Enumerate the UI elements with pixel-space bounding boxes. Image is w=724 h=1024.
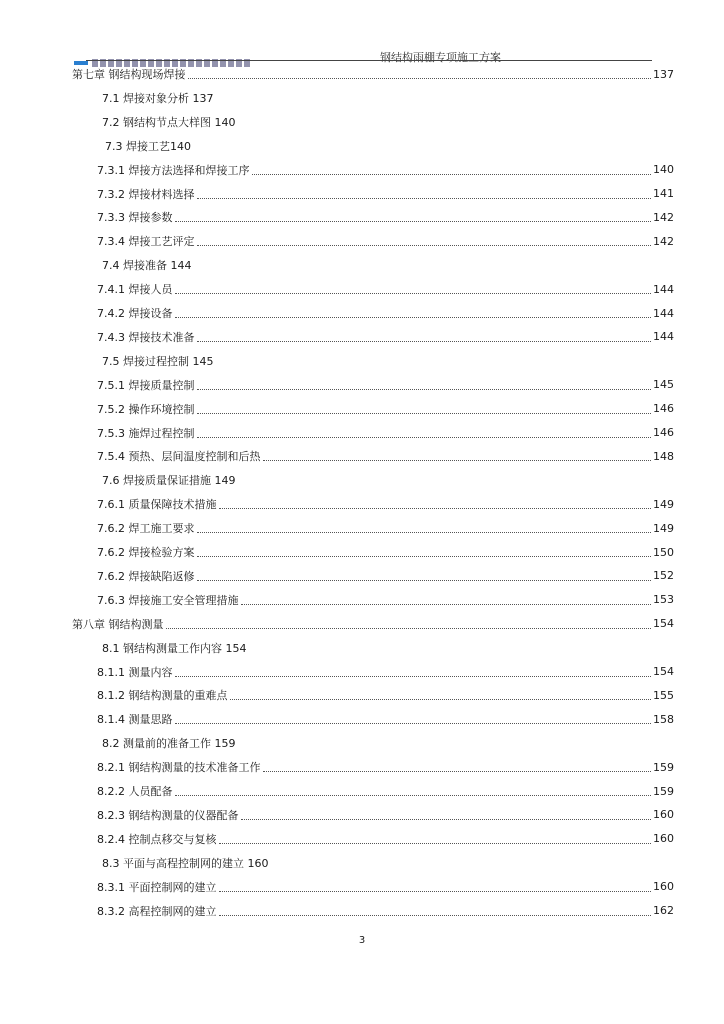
toc-entry-label: 7.3.2 焊接材料选择 <box>97 187 195 201</box>
toc-leader-dots <box>175 675 652 677</box>
toc-leader-dots <box>219 890 652 892</box>
page-number: 3 <box>358 935 366 946</box>
toc-entry[interactable] <box>102 640 246 656</box>
toc-entry-page: 154 <box>653 665 674 678</box>
toc-entry-page: 137 <box>653 67 674 81</box>
toc-entry[interactable] <box>72 616 674 632</box>
toc-entry[interactable] <box>102 114 235 130</box>
toc-entry-page: 145 <box>653 378 674 392</box>
toc-leader-dots <box>175 220 652 222</box>
toc-entry[interactable] <box>102 257 191 273</box>
toc-entry[interactable] <box>102 90 213 106</box>
toc-entry-page: 144 <box>653 330 674 344</box>
toc-leader-dots <box>175 316 652 318</box>
toc-entry-label: 7.3.4 焊接工艺评定 <box>97 235 195 249</box>
toc-entry[interactable] <box>97 807 674 823</box>
toc-entry[interactable] <box>97 377 674 393</box>
toc-entry-page: 162 <box>653 904 674 917</box>
toc-leader-dots <box>175 292 652 294</box>
toc-entry-label: 7.5.4 预热、层间温度控制和后热 <box>97 450 261 464</box>
toc-entry-label: 7.1 焊接对象分析 137 <box>102 91 214 105</box>
toc-entry-page: 149 <box>653 497 674 511</box>
logo-mark <box>74 61 88 65</box>
toc-entry-label: 7.3.3 焊接参数 <box>97 211 173 225</box>
toc-entry-label: 7.4.1 焊接人员 <box>97 283 173 297</box>
toc-leader-dots <box>188 77 652 79</box>
toc-leader-dots <box>197 579 652 581</box>
toc-entry-label: 8.2.3 钢结构测量的仪器配备 <box>97 808 239 822</box>
toc-leader-dots <box>197 412 652 414</box>
toc-entry-page: 160 <box>653 808 674 822</box>
toc-entry-label: 7.6.2 焊接检验方案 <box>97 546 195 559</box>
toc-entry[interactable] <box>97 305 674 321</box>
toc-entry-label: 8.2.4 控制点移交与复核 <box>97 832 217 846</box>
toc-entry[interactable] <box>97 329 674 345</box>
toc-entry-label: 7.4.2 焊接设备 <box>97 307 173 320</box>
toc-entry-label: 8.3 平面与高程控制网的建立 160 <box>102 856 269 870</box>
toc-entry[interactable] <box>97 879 674 895</box>
toc-leader-dots <box>197 436 652 438</box>
toc-entry[interactable] <box>105 138 191 154</box>
toc-leader-dots <box>197 555 652 557</box>
toc-entry-page: 146 <box>653 402 674 416</box>
toc-leader-dots <box>197 197 652 199</box>
toc-entry[interactable] <box>102 735 235 751</box>
toc-entry[interactable] <box>97 186 674 202</box>
toc-entry-label: 7.2 钢结构节点大样图 140 <box>102 115 236 129</box>
toc-entry-page: 144 <box>653 282 674 296</box>
toc-entry-label: 7.6.3 焊接施工安全管理措施 <box>97 593 239 607</box>
toc-entry-label: 8.1 钢结构测量工作内容 154 <box>102 641 247 655</box>
toc-entry-label: 8.1.4 测量思路 <box>97 713 173 727</box>
toc-entry[interactable] <box>97 544 674 560</box>
toc-entry[interactable] <box>97 401 674 417</box>
toc-entry-label: 8.2 测量前的准备工作 159 <box>102 737 236 751</box>
toc-entry[interactable] <box>97 687 674 703</box>
toc-entry-page: 148 <box>653 449 674 463</box>
toc-entry-page: 140 <box>653 163 674 177</box>
toc-entry-label: 8.1.1 测量内容 <box>97 665 173 679</box>
toc-leader-dots <box>263 770 652 772</box>
toc-entry-page: 160 <box>653 832 674 846</box>
toc-entry[interactable] <box>97 520 674 536</box>
toc-entry[interactable] <box>97 496 674 512</box>
toc-entry-label: 7.6.2 焊接缺陷返修 <box>97 569 195 583</box>
toc-leader-dots <box>175 794 652 796</box>
toc-entry-page: 160 <box>653 880 674 894</box>
toc-entry-label: 7.4 焊接准备 144 <box>102 259 192 273</box>
toc-entry-page: 159 <box>653 760 674 774</box>
toc-entry[interactable] <box>97 209 674 225</box>
toc-leader-dots <box>166 627 652 629</box>
toc-entry-label: 7.5 焊接过程控制 145 <box>102 354 214 368</box>
toc-entry-label: 7.6.1 质量保障技术措施 <box>97 498 217 512</box>
toc-entry-label: 第七章 钢结构现场焊接 <box>72 68 186 81</box>
toc-entry-page: 153 <box>653 593 674 607</box>
toc-leader-dots <box>219 507 652 509</box>
toc-entry-page: 142 <box>653 234 674 248</box>
toc-entry[interactable] <box>102 353 213 369</box>
toc-leader-dots <box>263 459 652 461</box>
toc-entry-label: 7.6 焊接质量保证措施 149 <box>102 474 236 488</box>
toc-entry[interactable] <box>97 903 674 919</box>
toc-entry-label: 8.2.2 人员配备 <box>97 785 173 798</box>
toc-entry-label: 7.3 焊接工艺140 <box>105 139 191 153</box>
toc-leader-dots <box>197 244 652 246</box>
toc-entry-label: 7.5.3 施焊过程控制 <box>97 426 195 440</box>
toc-entry-page: 150 <box>653 545 674 559</box>
toc-entry[interactable] <box>102 472 235 488</box>
toc-entry-label: 8.3.2 高程控制网的建立 <box>97 904 217 918</box>
toc-entry-label: 8.2.1 钢结构测量的技术准备工作 <box>97 761 261 775</box>
header-title: 钢结构雨棚专项施工方案 <box>380 51 501 64</box>
toc-entry-page: 149 <box>653 521 674 535</box>
toc-entry-page: 155 <box>653 688 674 702</box>
toc-entry-label: 7.5.2 操作环境控制 <box>97 402 195 416</box>
toc-entry[interactable] <box>97 711 674 727</box>
toc-entry-label: 8.1.2 钢结构测量的重难点 <box>97 689 228 703</box>
toc-entry[interactable] <box>97 592 674 608</box>
toc-leader-dots <box>230 698 652 700</box>
toc-entry-page: 158 <box>653 712 674 726</box>
toc-entry[interactable] <box>97 568 674 584</box>
toc-entry[interactable] <box>97 162 674 178</box>
toc-entry[interactable] <box>97 448 674 464</box>
toc-entry-label: 第八章 钢结构测量 <box>72 617 164 631</box>
toc-leader-dots <box>219 914 652 916</box>
header-rule <box>86 60 652 61</box>
toc-leader-dots <box>197 531 652 533</box>
toc-entry[interactable] <box>97 831 674 847</box>
toc-entry-page: 154 <box>653 617 674 631</box>
toc-entry[interactable] <box>72 66 674 82</box>
toc-entry[interactable] <box>97 759 674 775</box>
toc-leader-dots <box>175 722 652 724</box>
toc-entry[interactable] <box>97 281 674 297</box>
toc-entry-page: 159 <box>653 784 674 798</box>
toc-entry-page: 142 <box>653 210 674 224</box>
toc-entry[interactable] <box>97 425 674 441</box>
toc-leader-dots <box>252 173 652 175</box>
toc-leader-dots <box>219 842 652 844</box>
toc-entry-label: 7.3.1 焊接方法选择和焊接工序 <box>97 163 250 177</box>
toc-entry-page: 141 <box>653 187 674 200</box>
toc-entry-page: 152 <box>653 569 674 583</box>
toc-entry[interactable] <box>97 783 674 799</box>
toc-entry-page: 146 <box>653 426 674 439</box>
toc-leader-dots <box>197 388 652 390</box>
toc-entry-page: 144 <box>653 306 674 320</box>
toc-leader-dots <box>241 603 652 605</box>
toc-entry[interactable] <box>102 855 268 871</box>
toc-leader-dots <box>241 818 652 820</box>
toc-leader-dots <box>197 340 652 342</box>
toc-entry-label: 8.3.1 平面控制网的建立 <box>97 880 217 894</box>
toc-entry[interactable] <box>97 664 674 680</box>
toc-entry-label: 7.4.3 焊接技术准备 <box>97 330 195 344</box>
toc-entry-label: 7.6.2 焊工施工要求 <box>97 522 195 536</box>
toc-entry[interactable] <box>97 233 674 249</box>
toc-entry-label: 7.5.1 焊接质量控制 <box>97 378 195 392</box>
